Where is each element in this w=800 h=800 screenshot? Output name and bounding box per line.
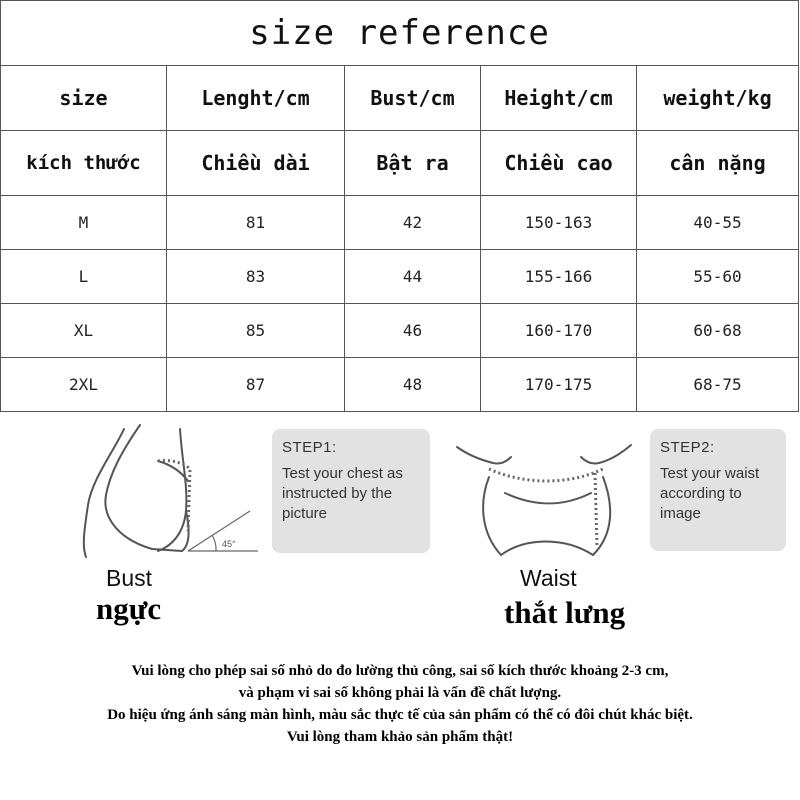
weight-cell: 60-68 [637,304,799,358]
size-cell: XL [1,304,167,358]
weight-cell: 40-55 [637,196,799,250]
height-cell: 160-170 [481,304,637,358]
column-header: weight/kg [637,66,799,131]
length-cell: 83 [167,250,345,304]
table-row [1,358,799,412]
note-line: và phạm vi sai số không phải là vấn đề chất lượng. [238,685,562,701]
disclaimer-note [0,660,800,748]
column-header: size [1,66,167,131]
waist-measurement-illustration [445,433,645,563]
table-row [1,196,799,250]
column-header: cân nặng [637,131,799,196]
height-cell: 155-166 [481,250,637,304]
step1-card [272,429,430,553]
table-row [1,250,799,304]
column-header: kích thước [1,131,167,196]
waist-label-vi: thắt lưng [504,595,626,630]
bust-label-vi: ngực [96,591,162,626]
bust-measurement-illustration [62,421,262,561]
weight-cell: 68-75 [637,358,799,412]
table-row [1,304,799,358]
size-cell: 2XL [1,358,167,412]
step2-card [650,429,786,551]
column-header: Chiều dài [167,131,345,196]
height-cell: 170-175 [481,358,637,412]
step2-title: STEP2: [660,439,715,456]
length-cell: 81 [167,196,345,250]
note-line: Vui lòng cho phép sai số nhỏ do đo lường thủ công, sai số kích thước khoảng 2-3 cm, [131,663,669,679]
column-header: Height/cm [481,66,637,131]
weight-cell: 55-60 [637,250,799,304]
header-row-vi [1,131,799,196]
measurement-guide [0,415,800,645]
bust-label: Bust [106,565,153,591]
header-row-en [1,66,799,131]
table-title: size reference [1,1,799,66]
column-header: Bust/cm [345,66,481,131]
column-header: Lenght/cm [167,66,345,131]
column-header: Chiều cao [481,131,637,196]
height-cell: 150-163 [481,196,637,250]
length-cell: 85 [167,304,345,358]
column-header: Bật ra [345,131,481,196]
size-cell: L [1,250,167,304]
size-cell: M [1,196,167,250]
waist-label: Waist [520,565,577,591]
angle-label: 45° [222,539,236,549]
note-line: Do hiệu ứng ánh sáng màn hình, màu sắc thực tế của sản phẩm có thể có đôi chút khác biệt. [107,707,693,723]
note-line: Vui lòng tham khảo sản phẩm thật! [286,729,514,745]
step2-text: Test your waist according to image [660,465,760,522]
length-cell: 87 [167,358,345,412]
step1-text: Test your chest as instructed by the picture [282,465,403,522]
bust-cell: 46 [345,304,481,358]
step1-title: STEP1: [282,439,337,456]
bust-cell: 44 [345,250,481,304]
bust-cell: 48 [345,358,481,412]
bust-cell: 42 [345,196,481,250]
